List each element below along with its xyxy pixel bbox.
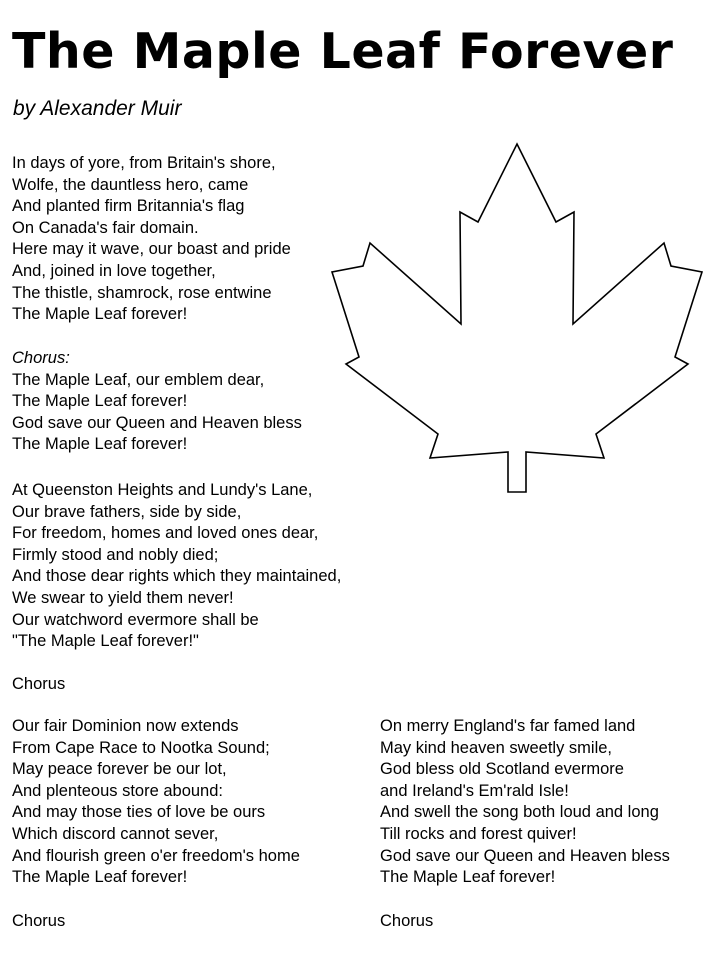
- verse-line: From Cape Race to Nootka Sound;: [12, 738, 270, 757]
- verse-line: Our fair Dominion now extends: [12, 717, 239, 735]
- chorus-block: [12, 348, 302, 456]
- verse-line: And swell the song both loud and long: [380, 803, 659, 822]
- chorus-heading: Chorus:: [12, 349, 70, 367]
- verse-line: The Maple Leaf forever!: [12, 305, 188, 324]
- verse-line: Our watchword evermore shall be: [12, 610, 259, 629]
- verse-line: May kind heaven sweetly smile,: [380, 738, 613, 757]
- chorus-reference-3: Chorus: [380, 912, 434, 930]
- verse-line: The Maple Leaf forever!: [12, 868, 188, 887]
- verse-3: [12, 716, 300, 889]
- verse-line: Which discord cannot sever,: [12, 824, 219, 843]
- verse-line: Firmly stood and nobly died;: [12, 545, 219, 564]
- verse-4: [380, 716, 670, 889]
- verse-line: Till rocks and forest quiver!: [380, 824, 577, 843]
- verse-1: [12, 153, 291, 326]
- verse-line: Our brave fathers, side by side,: [12, 502, 242, 521]
- verse-line: And planted firm Britannia's flag: [12, 197, 245, 216]
- verse-line: And, joined in love together,: [12, 261, 216, 280]
- chorus-line: God save our Queen and Heaven bless: [12, 413, 302, 432]
- song-title: The Maple Leaf Forever: [12, 23, 674, 80]
- verse-line: And those dear rights which they maintained,: [12, 567, 342, 586]
- chorus-line: The Maple Leaf forever!: [12, 392, 188, 411]
- verse-line: The thistle, shamrock, rose entwine: [12, 283, 272, 302]
- verse-line: The Maple Leaf forever!: [380, 868, 556, 887]
- verse-line: At Queenston Heights and Lundy's Lane,: [12, 481, 313, 499]
- verse-line: And flourish green o'er freedom's home: [12, 846, 300, 865]
- verse-line: For freedom, homes and loved ones dear,: [12, 524, 319, 543]
- verse-line: And plenteous store abound:: [12, 781, 223, 800]
- verse-line: God bless old Scotland evermore: [380, 760, 624, 779]
- chorus-line: The Maple Leaf forever!: [12, 435, 188, 454]
- verse-line: And may those ties of love be ours: [12, 803, 266, 822]
- verse-line: On merry England's far famed land: [380, 717, 636, 735]
- chorus-line: The Maple Leaf, our emblem dear,: [12, 370, 265, 389]
- verse-line: "The Maple Leaf forever!": [12, 632, 199, 651]
- verse-line: and Ireland's Em'rald Isle!: [380, 781, 569, 800]
- chorus-reference-1: Chorus: [12, 675, 66, 693]
- verse-line: God save our Queen and Heaven bless: [380, 846, 670, 865]
- verse-line: May peace forever be our lot,: [12, 760, 227, 779]
- maple-leaf-icon: [330, 140, 710, 500]
- verse-line: Wolfe, the dauntless hero, came: [12, 175, 249, 194]
- verse-line: We swear to yield them never!: [12, 588, 234, 607]
- song-author: by Alexander Muir: [13, 97, 182, 120]
- verse-line: Here may it wave, our boast and pride: [12, 240, 291, 259]
- verse-2: [12, 480, 341, 653]
- verse-line: In days of yore, from Britain's shore,: [12, 154, 276, 172]
- verse-line: On Canada's fair domain.: [12, 218, 199, 237]
- chorus-reference-2: Chorus: [12, 912, 66, 930]
